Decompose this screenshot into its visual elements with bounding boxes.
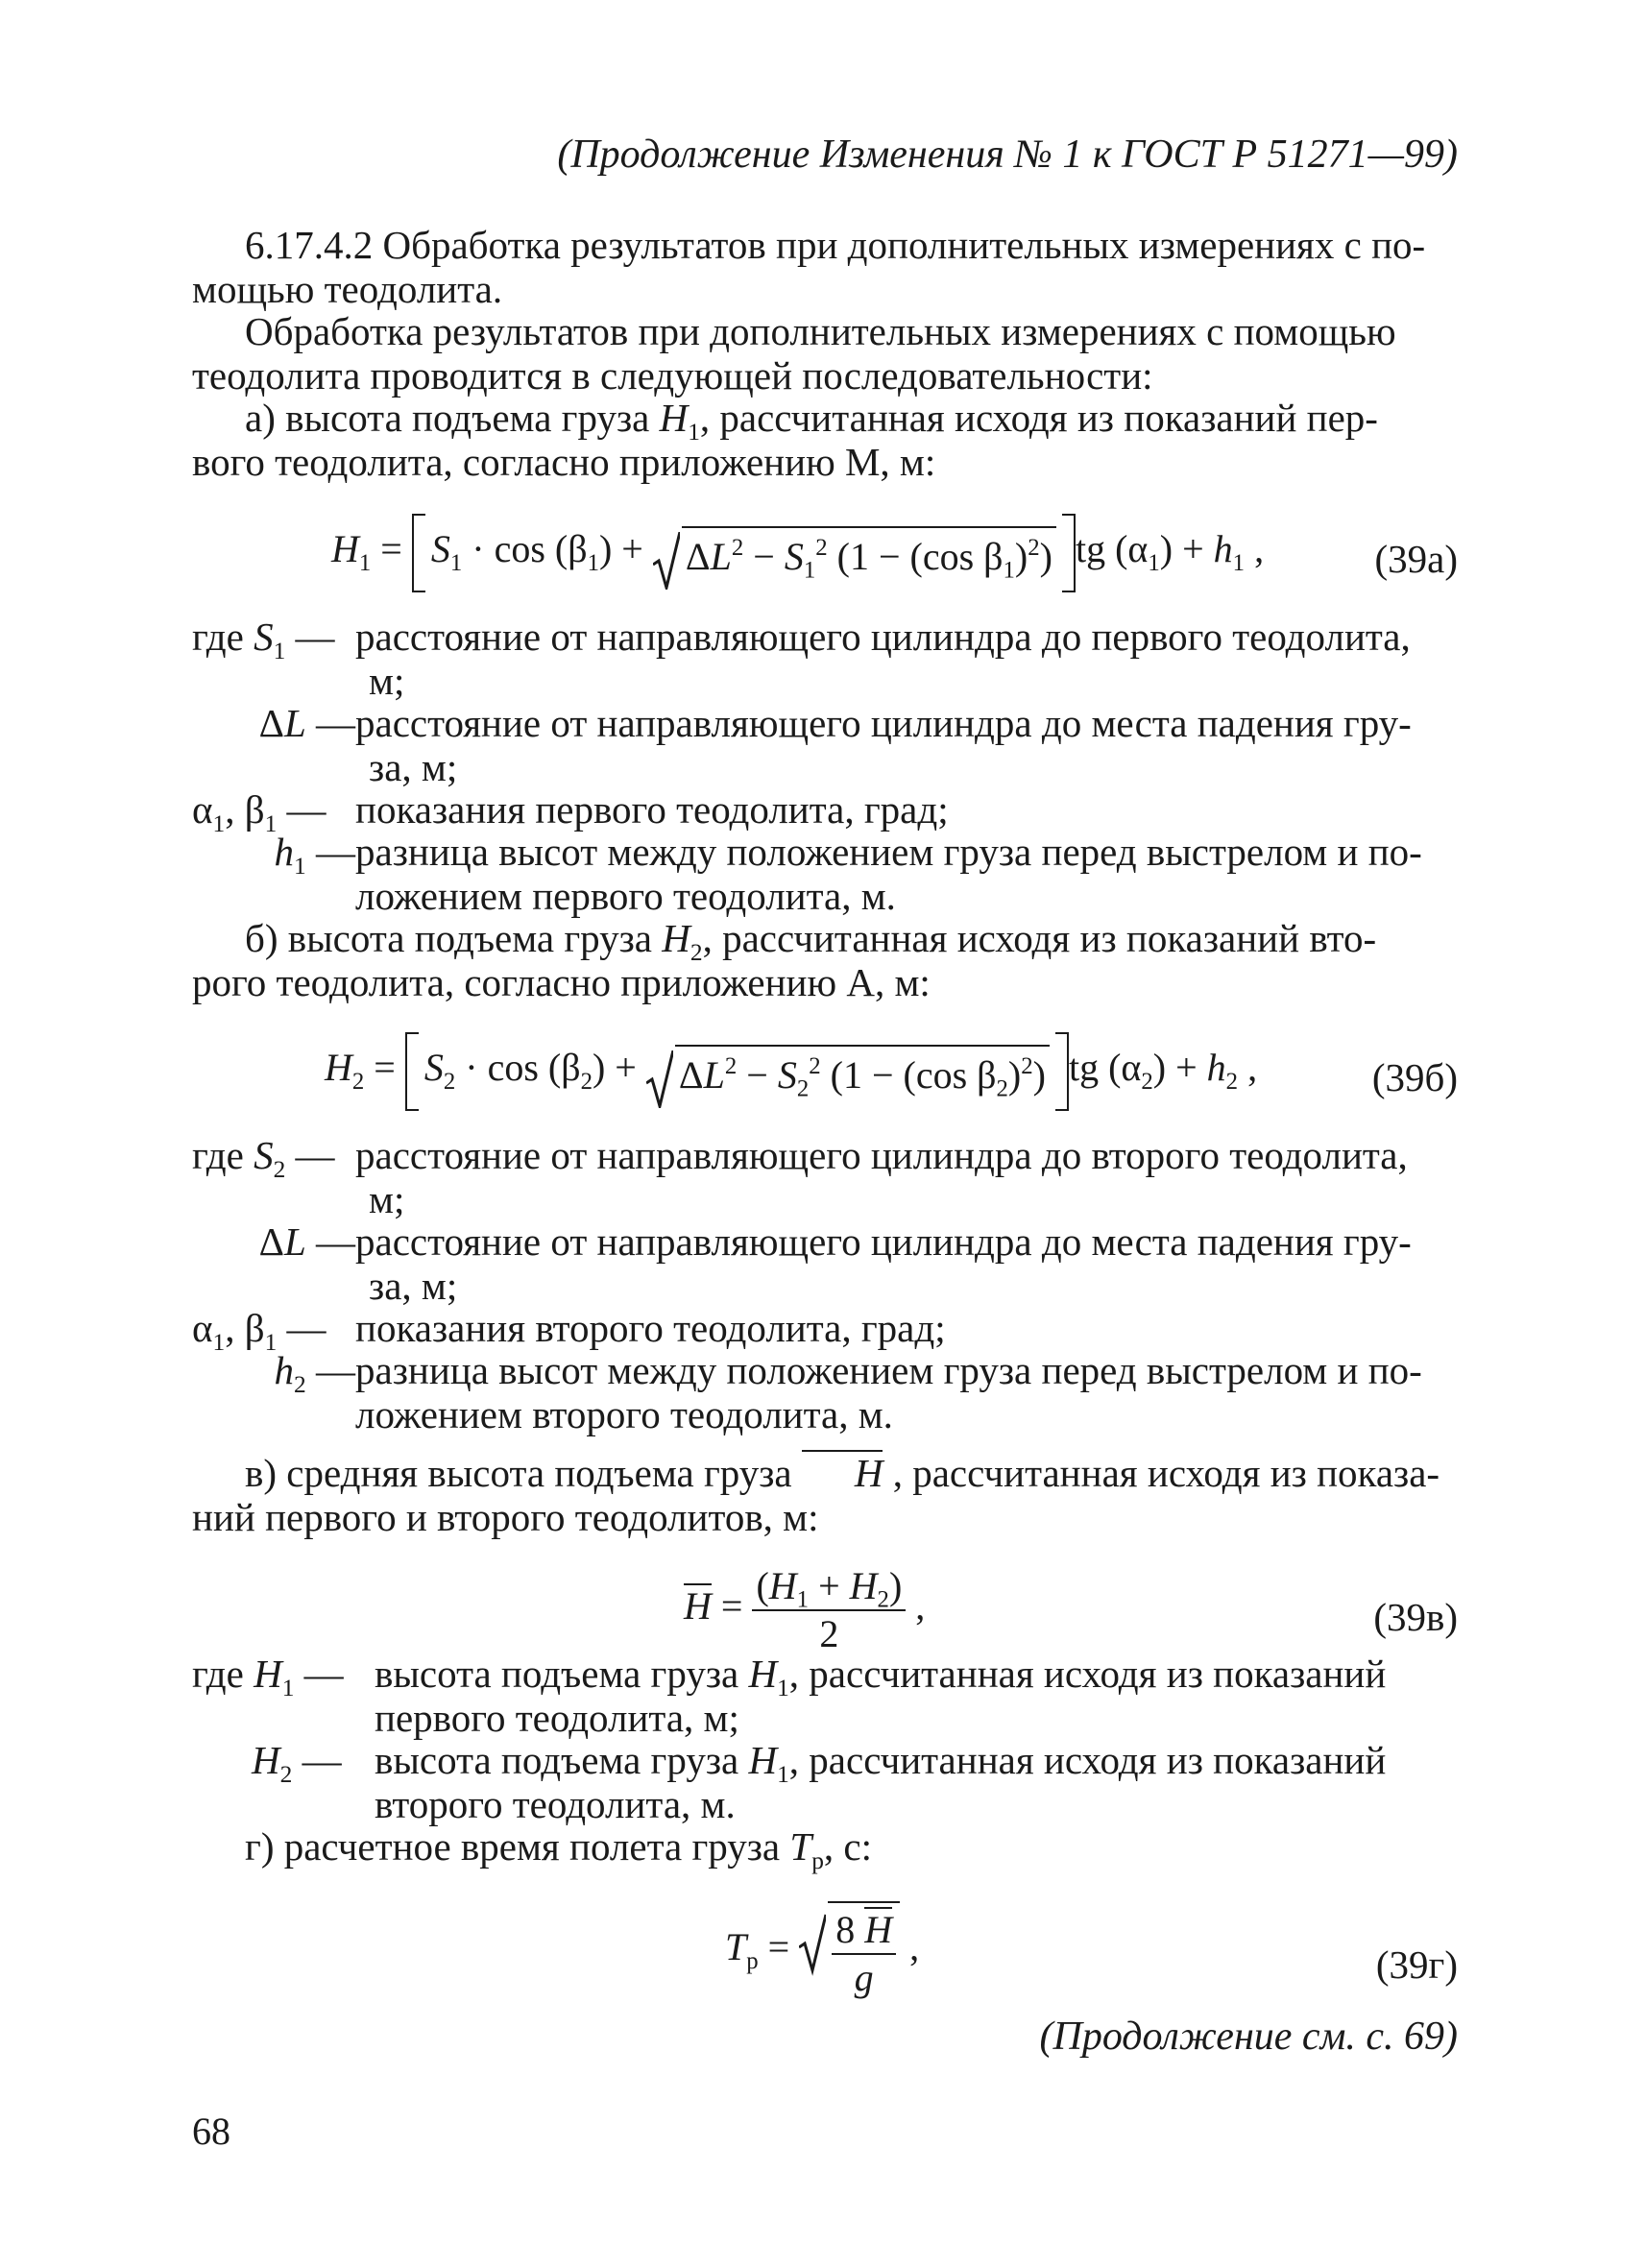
where-1-def-ab: показания первого теодолита, град; [355, 787, 949, 832]
where-3-def-h1: высота подъема груза $H_1$, рассчитанная исходя из показаний первого теодолита, м; [375, 1652, 1387, 1740]
item-g: г) расчетное время полета груза $T_р$, с: [245, 1824, 872, 1874]
equation-39b: $H_2 = S_2 \cdot \cos (\beta_2)$ + $\Delta L^2 - S_2^2$ (1 − (cos $\beta_2)^2$) tg $(\alpha_2) + h_2$ , [325, 1032, 1257, 1111]
equation-39a: $H_1 = S_1 \cdot \cos (\beta_1)$ + $\Delta L^2 - S_1^2$ (1 − (cos $\beta_1)^2$) tg $(\alpha_1) + h_1$ , [331, 514, 1264, 592]
item-a: а) высота подъема груза $H_1$, рассчитанная исходя из показаний пер- вого теодолита, согласно приложению М, м: [192, 396, 1378, 484]
where-2-term-ab: $\alpha_1$, $\beta_1$ — [192, 1306, 327, 1356]
page-number: 68 [192, 2110, 230, 2153]
where-1-term-s1: где $S_1$ — [192, 615, 335, 664]
intro-paragraph: Обработка результатов при дополнительных измерениях с помощью теодолита проводится в следующей последовательности: [192, 309, 1396, 398]
where-3-term-h2: $H_2$ — [252, 1738, 342, 1788]
item-b: б) высота подъема груза $H_2$, рассчитанная исходя из показаний вто- рого теодолита, согласно приложению А, м: [192, 916, 1377, 1004]
where-2-term-h2: $h_2$ — [274, 1348, 355, 1398]
equation-39a-number: (39а) [1374, 537, 1458, 581]
where-3-def-h2: высота подъема груза $H_1$, рассчитанная исходя из показаний второго теодолита, м. [375, 1738, 1387, 1826]
where-1-term-dl: ΔL — [258, 701, 355, 745]
where-1-def-dl: расстояние от направляющего цилиндра до места падения гру- за, м; [355, 701, 1412, 789]
equation-39g-number: (39г) [1375, 1942, 1458, 1987]
equation-39v: H = $\frac{(H_1 + H_2)}{2}$ , [684, 1564, 926, 1655]
equation-39b-number: (39б) [1371, 1055, 1458, 1099]
where-2-term-s2: где $S_2$ — [192, 1133, 335, 1183]
equation-39g: $T_р$ = $\frac{8 H}{g}$ , [725, 1901, 919, 2001]
where-2-def-ab: показания второго теодолита, град; [355, 1306, 946, 1350]
item-v: в) средняя высота подъема груза H , рассчитанная исходя из показа- ний первого и второго теодолитов, м: [192, 1451, 1440, 1539]
where-1-def-s1: расстояние от направляющего цилиндра до первого теодолита, м; [355, 615, 1411, 703]
where-2-term-dl: ΔL — [258, 1219, 355, 1264]
equation-39v-number: (39в) [1373, 1595, 1458, 1639]
where-1-term-h1: $h_1$ — [274, 830, 355, 880]
where-1-def-h1: разница высот между положением груза перед выстрелом и по- ложением первого теодолита, м. [355, 830, 1422, 918]
where-2-def-s2: расстояние от направляющего цилиндра до второго теодолита, м; [355, 1133, 1408, 1221]
continuation-note: (Продолжение см. с. 69) [1039, 2015, 1458, 2059]
where-1-term-ab: $\alpha_1$, $\beta_1$ — [192, 787, 327, 837]
running-header: (Продолжение Изменения № 1 к ГОСТ Р 51271—99) [557, 133, 1458, 177]
section-heading: 6.17.4.2 Обработка результатов при дополнительных измерениях с по- мощью теодолита. [192, 223, 1426, 311]
where-3-term-h1: где $H_1$ — [192, 1652, 344, 1701]
where-2-def-h2: разница высот между положением груза перед выстрелом и по- ложением второго теодолита, м. [355, 1348, 1422, 1436]
where-2-def-dl: расстояние от направляющего цилиндра до места падения гру- за, м; [355, 1219, 1412, 1308]
